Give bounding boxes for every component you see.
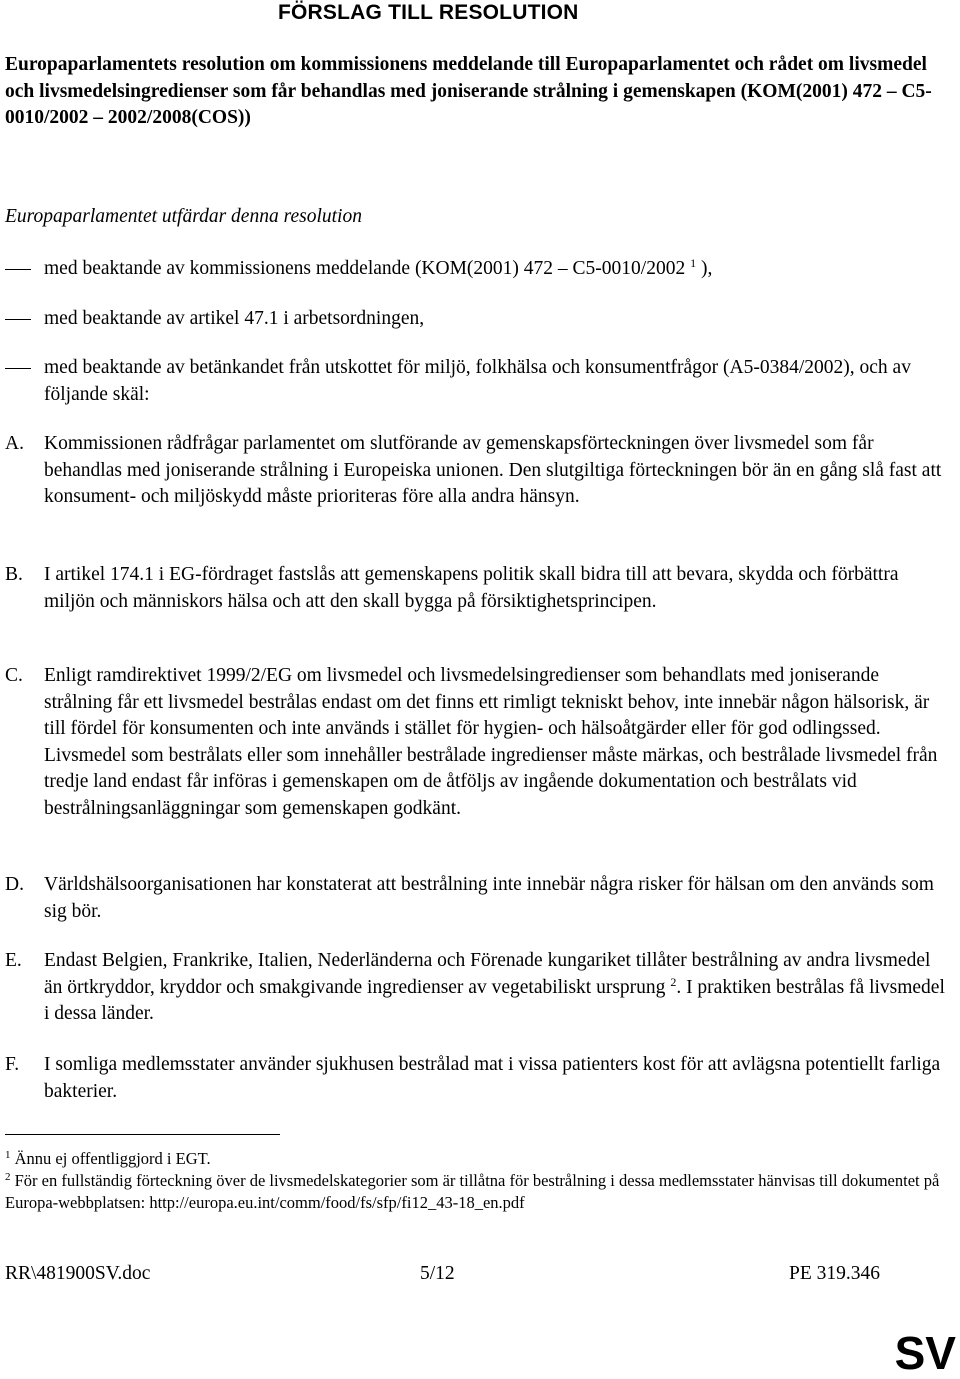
recital-letter: F. <box>5 1054 20 1075</box>
dash-bullet <box>5 368 31 369</box>
recital-text: Endast Belgien, Frankrike, Italien, Nederländerna och Förenade kungariket tillåter bestrålning av andra livsmedel än örtkryddor, kryddor och smakgivande ingredienser av vegetabiliskt ursprung $^2$. I praktiken bestrålas få livsmedel i dessa länder. <box>44 950 945 1024</box>
citation-text: med beaktande av artikel 47.1 i arbetsordningen, <box>44 308 425 329</box>
section-heading: FÖRSLAG TILL RESOLUTION <box>278 1 579 24</box>
footnote-1 <box>5 1148 945 1170</box>
resolution-title: Europaparlamentets resolution om kommissionens meddelande till Europaparlamentet och rådet om livsmedel och livsmedelsingredienser som får behandlas med joniserande strålning i gemenskapen (KOM(2001) 472 – C5-0010/2002 – 2002/2008(COS)) <box>5 54 932 128</box>
recital-a <box>5 431 945 511</box>
recital-letter: A. <box>5 433 24 454</box>
page-number: 5/12 <box>420 1263 455 1284</box>
footnote-mark: 1 <box>5 1149 11 1161</box>
footnote-separator <box>5 1134 280 1135</box>
footnote-mark: 2 <box>5 1171 11 1183</box>
recital-text: Världshälsoorganisationen har konstaterat att bestrålning inte innebär några risker för hälsan om den används som sig bör. <box>44 874 934 922</box>
citation-2 <box>5 306 945 333</box>
recital-letter: D. <box>5 874 24 895</box>
recital-letter: C. <box>5 665 23 686</box>
recital-text: Enligt ramdirektivet 1999/2/EG om livsmedel och livsmedelsingredienser som behandlats med joniserande strålning får ett livsmedel bestrålas endast om det finns ett rimligt tekniskt behov, inte innebär någon hälsorisk, är till fördel för konsumenten och inte används i stället för hygien- och hälsoåtgärder eller för god odlingssed. Livsmedel som bestrålats eller som innehåller bestrålade ingredienser måste märkas, och bestrålade livsmedel från tredje land endast får införas i gemenskapen om de åtföljs av ingående dokumentation och bestrålats vid bestrålningsanläggningar som gemenskapen godkänt. <box>44 665 938 819</box>
footnote-text: För en fullständig förteckning över de livsmedelskategorier som är tillåtna för bestrålning i dessa medlemsstater hänvisas till dokumentet på Europa-webbplatsen: http://europa.eu.int/comm/food/fs/sfp/fi12_43-18_en.pdf <box>5 1171 940 1212</box>
recital-f <box>5 1052 945 1105</box>
recital-text: I artikel 174.1 i EG-fördraget fastslås att gemenskapens politik skall bidra till att bevara, skydda och förbättra miljön och människors hälsa och att den skall bygga på försiktighetsprincipen. <box>44 564 899 612</box>
footnote-2 <box>5 1170 945 1213</box>
citation-text: med beaktande av betänkandet från utskottet för miljö, folkhälsa och konsumentfrågor (A5-0384/2002), och av följande skäl: <box>44 357 911 405</box>
recital-d <box>5 872 945 925</box>
footnote-text: Ännu ej offentliggjord i EGT. <box>14 1149 211 1168</box>
citation-text: med beaktande av kommissionens meddelande (KOM(2001) 472 – C5-0010/2002 $^1$ ), <box>44 256 713 279</box>
recital-text: I somliga medlemsstater använder sjukhusen bestrålad mat i vissa patienters kost för att avlägsna potentiellt farliga bakterier. <box>44 1054 941 1102</box>
dash-bullet <box>5 269 31 270</box>
footnote-ref-2: 2 <box>670 974 677 989</box>
recital-e <box>5 948 945 1028</box>
language-code: SV <box>894 1327 956 1379</box>
recital-b <box>5 562 945 615</box>
pe-number: PE 319.346 <box>788 1263 880 1284</box>
recital-text: Kommissionen rådfrågar parlamentet om slutförande av gemenskapsförteckningen över livsmedel som får behandlas med joniserande strålning i Europeiska unionen. Den slutgiltiga förteckningen bör än en gång slå fast att konsument- och miljöskydd måste prioriteras före alla andra hänsyn. <box>44 433 942 507</box>
doc-reference: RR\481900SV.doc <box>5 1263 151 1284</box>
citation-3 <box>5 355 945 408</box>
citation-1 <box>5 256 945 283</box>
issues-line: Europaparlamentet utfärdar denna resolution <box>5 206 362 227</box>
recital-letter: B. <box>5 564 23 585</box>
recital-c <box>5 663 945 822</box>
recital-letter: E. <box>5 950 22 971</box>
footnote-ref-1: 1 <box>690 256 697 270</box>
dash-bullet <box>5 319 31 320</box>
page-footer <box>5 1262 880 1286</box>
